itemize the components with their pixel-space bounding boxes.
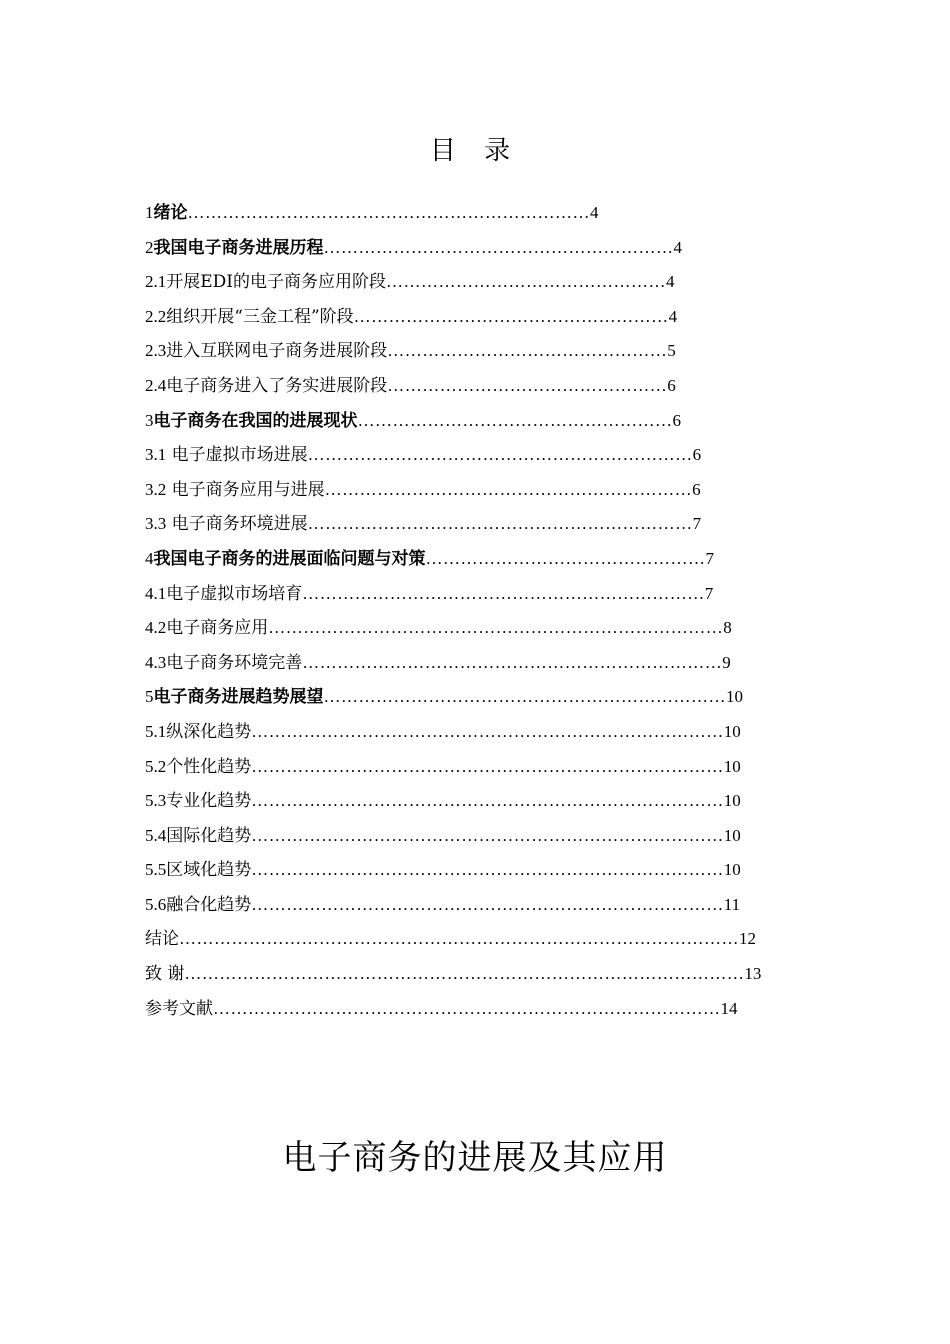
toc-entry[interactable] xyxy=(145,231,845,266)
toc-entry-number: 4.1 xyxy=(145,583,167,603)
toc-entry-number: 5.3 xyxy=(145,791,167,811)
table-of-contents xyxy=(145,196,845,1026)
toc-entry-title: 绪论 xyxy=(153,203,188,223)
toc-leader-dots: …………………………………………………………… xyxy=(187,203,590,222)
toc-entry-title: 我国电子商务的进展面临问题与对策 xyxy=(153,548,426,569)
toc-entry-title: 电子商务在我国的进展现状 xyxy=(153,410,358,431)
toc-entry-title: 致 谢 xyxy=(145,964,185,985)
toc-leader-dots: ………………………………………… xyxy=(387,341,668,361)
toc-entry-number: 3.2 xyxy=(145,479,167,499)
toc-leader-dots: ………………………………………………………… xyxy=(307,445,693,465)
toc-entry-page: 12 xyxy=(739,929,756,949)
toc-leader-dots: ……………………………………………………………………… xyxy=(251,791,724,811)
toc-entry-page: 6 xyxy=(667,375,676,395)
toc-entry-page: 10 xyxy=(723,791,741,811)
toc-entry[interactable] xyxy=(145,819,845,854)
toc-entry-title: 融合化趋势 xyxy=(166,894,252,915)
toc-entry-page: 5 xyxy=(667,341,676,361)
toc-entry[interactable] xyxy=(145,196,845,231)
toc-entry-title: 电子商务应用 xyxy=(166,618,269,639)
toc-entry-number: 4 xyxy=(145,548,154,568)
toc-leader-dots: ……………………………………………………………………… xyxy=(251,894,724,914)
toc-entry[interactable] xyxy=(145,438,845,473)
toc-leader-dots: ……………………………………………………………………… xyxy=(251,756,724,776)
toc-entry[interactable] xyxy=(145,473,845,508)
toc-entry-number: 3.3 xyxy=(145,514,167,534)
toc-entry[interactable] xyxy=(145,992,845,1027)
toc-leader-dots: ……………………………………………………………………… xyxy=(251,721,724,741)
toc-entry[interactable] xyxy=(145,715,845,750)
toc-entry-title: 电子虚拟市场进展 xyxy=(166,445,308,466)
toc-entry-title: 电子商务进展趋势展望 xyxy=(153,687,324,708)
toc-entry-number: 5.2 xyxy=(145,756,167,776)
toc-entry-page: 10 xyxy=(726,687,743,707)
toc-entry-number: 5.1 xyxy=(145,721,167,741)
toc-entry-page: 4 xyxy=(673,237,682,257)
toc-entry[interactable] xyxy=(145,957,845,992)
toc-entry[interactable] xyxy=(145,334,845,369)
toc-leader-dots: …………………………………………………………………………………… xyxy=(184,964,745,984)
toc-entry-number: 3.1 xyxy=(145,445,167,465)
toc-entry[interactable] xyxy=(145,542,845,577)
toc-entry-page: 4 xyxy=(590,203,599,222)
toc-entry[interactable] xyxy=(145,577,845,612)
toc-entry-page: 8 xyxy=(723,618,732,638)
toc-entry-page: 11 xyxy=(723,894,741,914)
toc-entry-title: 电子商务应用与进展 xyxy=(166,479,325,500)
toc-entry[interactable] xyxy=(145,853,845,888)
toc-entry-title: 国际化趋势 xyxy=(166,825,252,846)
toc-entry-page: 10 xyxy=(723,756,741,776)
toc-entry-title: 我国电子商务进展历程 xyxy=(153,237,324,258)
toc-entry-title: 结论 xyxy=(145,929,179,950)
toc-entry-title: 开展EDI的电子商务应用阶段 xyxy=(166,272,387,293)
toc-leader-dots: …………………………………………………………………… xyxy=(268,618,724,638)
toc-leader-dots: ………………………………………………………… xyxy=(307,514,693,534)
toc-entry-number: 2 xyxy=(145,237,154,257)
toc-entry-number: 2.1 xyxy=(145,272,167,292)
toc-leader-dots: ……………………………………………………………… xyxy=(302,652,723,672)
toc-entry-number: 2.2 xyxy=(145,306,167,326)
toc-entry-page: 6 xyxy=(672,410,681,430)
toc-entry-page: 14 xyxy=(720,998,738,1018)
toc-leader-dots: ……………………………………………………………………… xyxy=(251,860,724,880)
toc-entry-title: 电子商务环境完善 xyxy=(166,652,303,673)
toc-leader-dots: ……………………………………………………… xyxy=(324,479,693,499)
toc-entry-page: 7 xyxy=(704,583,714,603)
toc-entry-page: 13 xyxy=(744,964,762,984)
toc-leader-dots: …………………………………………………… xyxy=(323,237,674,257)
toc-entry-title: 进入互联网电子商务进展阶段 xyxy=(166,341,388,362)
toc-entry[interactable] xyxy=(145,646,845,681)
toc-entry-page: 4 xyxy=(666,272,675,292)
toc-entry[interactable] xyxy=(145,507,845,542)
toc-entry[interactable] xyxy=(145,922,845,957)
toc-entry[interactable] xyxy=(145,784,845,819)
toc-leader-dots: …………………………………………………………………………………… xyxy=(179,929,739,949)
toc-entry-page: 9 xyxy=(722,652,731,672)
toc-entry-page: 6 xyxy=(692,479,701,499)
toc-entry[interactable] xyxy=(145,265,845,300)
toc-entry-number: 1 xyxy=(145,203,154,222)
toc-leader-dots: ……………………………………………… xyxy=(353,306,669,326)
toc-entry-number: 4.2 xyxy=(145,618,167,638)
document-title: 电子商务的进展及其应用 xyxy=(282,1138,668,1178)
toc-entry-number: 5.5 xyxy=(145,860,167,880)
toc-leader-dots: …………………………………………………………………………… xyxy=(213,998,721,1018)
toc-leader-dots: ……………………………………………… xyxy=(357,410,673,430)
toc-title: 目 录 xyxy=(429,136,521,166)
toc-entry-title: 组织开展“三金工程”阶段 xyxy=(166,306,354,327)
toc-entry[interactable] xyxy=(145,888,845,923)
toc-leader-dots: ………………………………………… xyxy=(386,272,667,292)
toc-entry-number: 2.3 xyxy=(145,341,167,361)
toc-leader-dots: …………………………………………………………… xyxy=(302,583,705,603)
toc-leader-dots: ………………………………………… xyxy=(387,375,668,395)
toc-entry-number: 3 xyxy=(145,410,154,430)
toc-entry-page: 10 xyxy=(723,721,741,741)
toc-entry-number: 5.4 xyxy=(145,825,167,845)
toc-entry-title: 电子虚拟市场培育 xyxy=(166,583,303,604)
toc-entry[interactable] xyxy=(145,611,845,646)
toc-entry-page: 6 xyxy=(692,445,702,465)
toc-entry-title: 专业化趋势 xyxy=(166,791,252,812)
toc-leader-dots: ……………………………………………………………………… xyxy=(251,825,724,845)
toc-entry-number: 4.3 xyxy=(145,652,167,672)
toc-entry-number: 5.6 xyxy=(145,894,167,914)
toc-entry-page: 7 xyxy=(705,548,714,568)
toc-entry-title: 个性化趋势 xyxy=(166,756,252,777)
toc-entry[interactable] xyxy=(145,750,845,785)
toc-entry-page: 7 xyxy=(692,514,702,534)
toc-entry[interactable] xyxy=(145,300,845,335)
toc-entry-page: 10 xyxy=(723,825,741,845)
toc-entry[interactable] xyxy=(145,404,845,439)
toc-entry-number: 2.4 xyxy=(145,375,167,395)
toc-leader-dots: ………………………………………… xyxy=(425,548,706,568)
toc-entry-page: 10 xyxy=(723,860,741,880)
toc-leader-dots: …………………………………………………………… xyxy=(323,687,726,707)
toc-entry-title: 电子商务环境进展 xyxy=(166,514,308,535)
toc-entry-title: 纵深化趋势 xyxy=(166,721,252,742)
toc-entry-number: 5 xyxy=(145,687,154,707)
toc-entry[interactable] xyxy=(145,369,845,404)
toc-entry[interactable] xyxy=(145,680,845,715)
toc-entry-title: 参考文献 xyxy=(145,998,213,1019)
toc-entry-title: 电子商务进入了务实进展阶段 xyxy=(166,375,388,396)
toc-entry-title: 区域化趋势 xyxy=(166,860,252,881)
toc-entry-page: 4 xyxy=(668,306,678,326)
